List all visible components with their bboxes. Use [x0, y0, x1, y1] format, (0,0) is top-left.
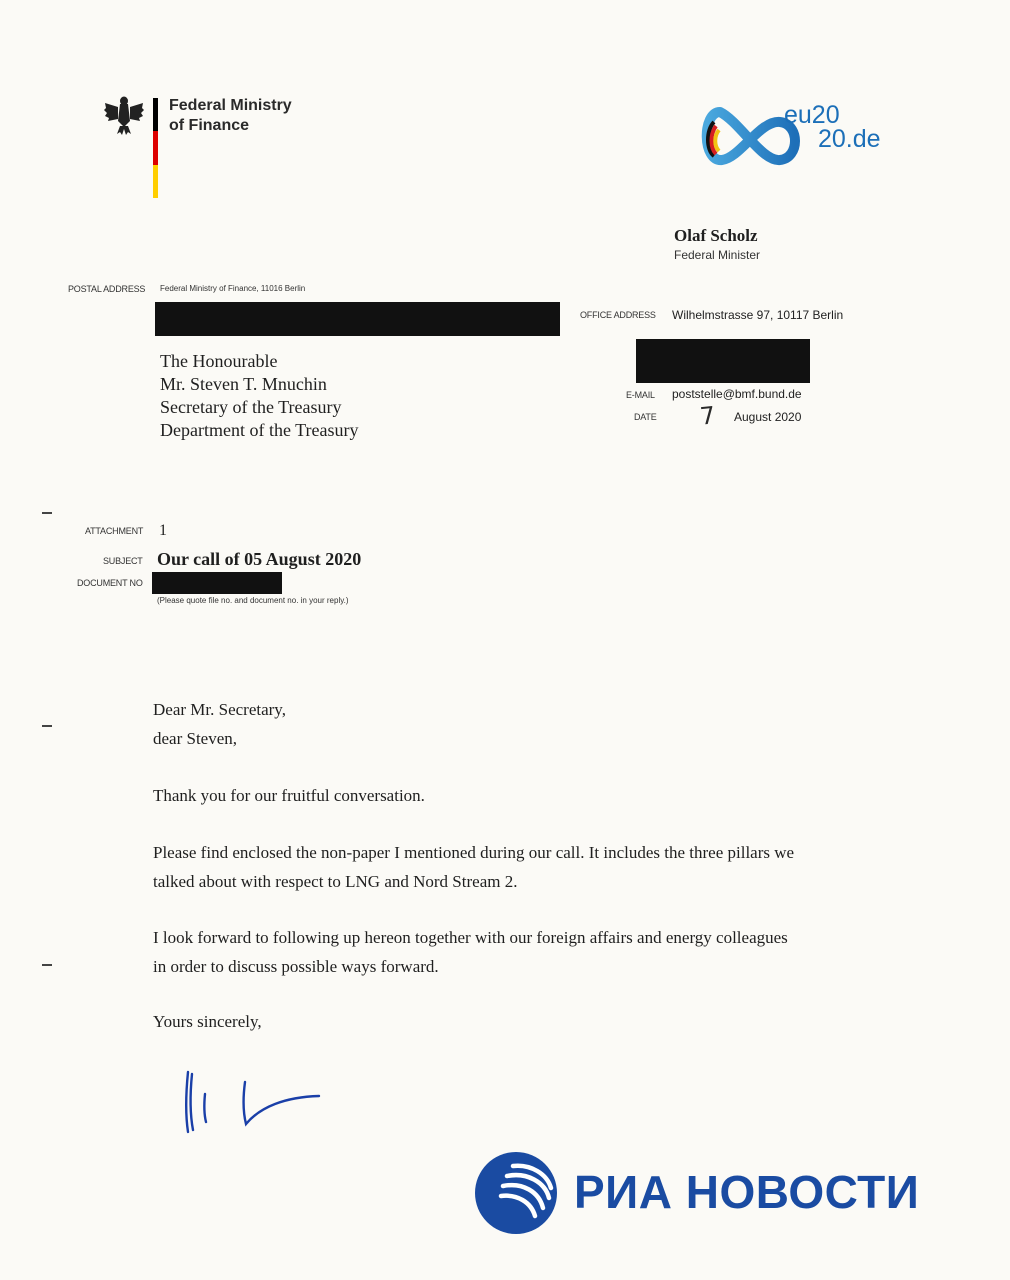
salutation-line2: dear Steven,: [153, 729, 238, 748]
paragraph-1: Thank you for our fruitful conversation.: [153, 786, 425, 805]
email-label: E-MAIL: [626, 390, 655, 400]
german-flag-bar: [153, 98, 158, 198]
document-no-label: DOCUMENT NO: [77, 578, 143, 588]
flag-gold-stripe: [153, 165, 158, 198]
flag-black-stripe: [153, 98, 158, 131]
quote-note: (Please quote file no. and document no. in your reply.): [157, 596, 349, 605]
redaction-block-document-no: [152, 572, 282, 594]
closing: Yours sincerely,: [153, 1012, 262, 1031]
margin-fold-mark: [42, 512, 52, 514]
ria-novosti-logo-icon: [473, 1150, 559, 1236]
federal-eagle-icon: [103, 95, 145, 137]
redaction-block-postal: [155, 302, 560, 336]
postal-address-label: POSTAL ADDRESS: [68, 284, 146, 294]
margin-fold-mark: [42, 964, 52, 966]
recipient-line2: Mr. Steven T. Mnuchin: [160, 374, 327, 394]
attachment-value: 1: [159, 522, 167, 539]
subject-value: Our call of 05 August 2020: [157, 549, 362, 569]
recipient-line3: Secretary of the Treasury: [160, 397, 342, 417]
office-address-value: Wilhelmstrasse 97, 10117 Berlin: [672, 308, 844, 322]
ministry-name-line2: of Finance: [169, 117, 250, 134]
attachment-label: ATTACHMENT: [85, 526, 144, 536]
date-label: DATE: [634, 412, 657, 422]
salutation-line1: Dear Mr. Secretary,: [153, 700, 286, 719]
recipient-address: [160, 350, 358, 442]
postal-address-value: Federal Ministry of Finance, 11016 Berlin: [160, 284, 306, 293]
sender-title: Federal Minister: [674, 248, 761, 262]
handwritten-signature-icon: [175, 1062, 335, 1142]
office-address-label: OFFICE ADDRESS: [580, 310, 656, 320]
paragraph-2-line1: Please find enclosed the non-paper I mentioned during our call. It includes the three pillars we: [153, 843, 795, 862]
recipient-line1: The Honourable: [160, 351, 278, 371]
sender-name: Olaf Scholz: [674, 226, 758, 245]
ria-novosti-watermark-text: РИА НОВОСТИ: [574, 1166, 920, 1218]
paragraph-3-line2: in order to discuss possible ways forward.: [153, 957, 439, 976]
paragraph-3-line1: I look forward to following up hereon together with our foreign affairs and energy colleagues: [153, 928, 788, 947]
ministry-name-line1: Federal Ministry: [169, 97, 292, 114]
redaction-block-office: [636, 339, 810, 383]
date-value: August 2020: [734, 410, 802, 424]
paragraph-2-line2: talked about with respect to LNG and Nord Stream 2.: [153, 872, 518, 891]
date-day-handwritten: 7: [698, 401, 717, 431]
subject-label: SUBJECT: [103, 556, 143, 566]
margin-fold-mark: [42, 725, 52, 727]
email-value: poststelle@bmf.bund.de: [672, 387, 802, 401]
eu2020-line2: 20.de: [818, 125, 881, 153]
eu2020-logo-text: [784, 103, 881, 151]
flag-red-stripe: [153, 131, 158, 164]
eu2020-line1: eu20: [784, 101, 840, 129]
recipient-line4: Department of the Treasury: [160, 420, 359, 440]
ministry-name: [169, 96, 292, 136]
